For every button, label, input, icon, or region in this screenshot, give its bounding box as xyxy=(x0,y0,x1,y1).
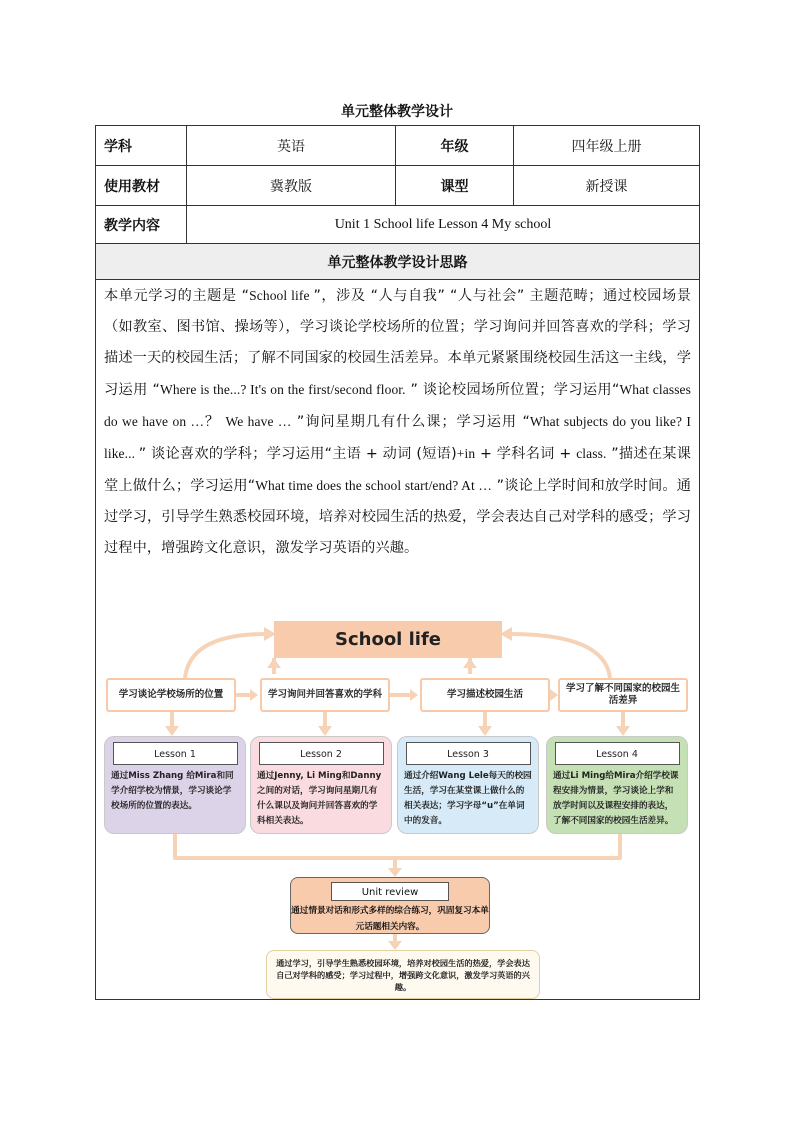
arrow-goal-lesson-2-head xyxy=(318,726,332,736)
paragraph-segment: School life xyxy=(249,288,314,303)
unit-review-box xyxy=(290,877,490,934)
lesson-3-description: 通过介绍Wang Lele每天的校园生活，学习在某堂课上做什么的相关表达；学习字母“u”在单词中的发音。 xyxy=(404,771,532,826)
arrow-theme-goal-1 xyxy=(185,634,266,678)
lesson-type-value: 新授课 xyxy=(514,166,700,206)
arrow-goal-lesson-1-head xyxy=(165,726,179,736)
arrow-theme-goal-2-head xyxy=(267,658,281,668)
arrow-theme-goal-4 xyxy=(510,634,610,678)
summary-box: 通过学习，引导学生熟悉校园环境，培养对校园生活的热爱，学会表达自己对学科的感受；学习过程中，增强跨文化意识，激发学习英语的兴趣。 xyxy=(266,950,540,999)
paragraph-segment: ？ xyxy=(204,414,226,430)
paragraph-segment: ”谈论上学时间和放学时间。通过学习，引导学生熟悉校园环境，培养对校园生活的热爱，学会表达自己对学科的感受；学习过程中，增强跨文化意识，激发学习英语的兴趣。 xyxy=(104,478,691,556)
lesson-1-title: Lesson 1 xyxy=(113,742,238,765)
paragraph-segment: ”，涉及 “人与自我” “人与社会” 主题范畴；通过校园场景（如教室、图书馆、操场等），学习谈论学校场所的位置；学习询问并回答喜欢的学科；学习描述一天的校园生活；了解不同国家的校园生活差异。本单元紧紧围绕校园生活这一主线，学习运用 “ xyxy=(104,288,691,398)
lesson-4-title: Lesson 4 xyxy=(555,742,680,765)
section-title: 单元整体教学设计思路 xyxy=(96,244,700,280)
content-value: Unit 1 School life Lesson 4 My school xyxy=(187,206,700,244)
paragraph-segment: ”询问星期几有什么课；学习运用 “ xyxy=(291,414,530,430)
goal-box-1: 学习谈论学校场所的位置 xyxy=(106,678,236,712)
subject-label: 学科 xyxy=(96,126,187,166)
paragraph-segment: What subjects do you like? I like... xyxy=(104,414,691,461)
arrow-review-summary-head xyxy=(388,941,402,950)
paragraph-segment: class. xyxy=(576,446,607,461)
design-paragraph xyxy=(104,280,691,564)
bracket-lessons xyxy=(175,834,620,858)
grade-label: 年级 xyxy=(396,126,514,166)
lesson-card-4 xyxy=(546,736,688,834)
lesson-card-2 xyxy=(250,736,392,834)
unit-structure-diagram xyxy=(100,612,696,1012)
paragraph-segment: + 学科名词 + xyxy=(475,446,577,462)
paragraph-segment: +in xyxy=(456,446,476,461)
paragraph-segment: Where is the...? It's on the first/second floor. xyxy=(159,382,406,397)
lesson-card-1 xyxy=(104,736,246,834)
arrow-theme-goal-3-head xyxy=(463,658,477,668)
paragraph-segment: We have … xyxy=(225,414,292,429)
lesson-2-description: 通过Jenny, Li Ming和Danny之间的对话，学习询问星期几有什么课以及询问并回答喜欢的学科相关表达。 xyxy=(257,771,382,826)
paragraph-segment: What time does the school start/end? At … xyxy=(255,478,492,493)
lesson-4-description: 通过Li Ming给Mira介绍学校课程安排为情景，学习谈论上学和放学时间以及课程安排的表达，了解不同国家的校园生活差异。 xyxy=(553,771,679,826)
arrow-goal-lesson-3-head xyxy=(478,726,492,736)
goal-box-2: 学习询问并回答喜欢的学科 xyxy=(260,678,390,712)
paragraph-segment: 本单元学习的主题是 “ xyxy=(104,288,250,304)
textbook-value: 冀教版 xyxy=(187,166,396,206)
paragraph-segment: What classes do we have on … xyxy=(104,382,691,429)
arrow-goal-1-2-head xyxy=(250,689,258,701)
theme-box: School life xyxy=(274,621,502,658)
arrow-bracket-review-head xyxy=(388,868,402,877)
paragraph-segment: ” 谈论校园场所位置；学习运用“ xyxy=(405,382,620,398)
lesson-1-description: 通过Miss Zhang 给Mira和同学介绍学校为情景，学习谈论学校场所的位置的表达。 xyxy=(111,771,234,811)
arrow-goal-lesson-4-head xyxy=(616,726,630,736)
arrow-goal-3-4-head xyxy=(550,689,558,701)
subject-value: 英语 xyxy=(187,126,396,166)
content-label: 教学内容 xyxy=(96,206,187,244)
unit-review-description: 通过情景对话和形式多样的综合练习，巩固复习本单元话题相关内容。 xyxy=(291,906,489,932)
textbook-label: 使用教材 xyxy=(96,166,187,206)
goal-box-3: 学习描述校园生活 xyxy=(420,678,550,712)
arrow-goal-2-3-head xyxy=(410,689,418,701)
lesson-3-title: Lesson 3 xyxy=(406,742,531,765)
unit-review-title: Unit review xyxy=(331,882,449,901)
paragraph-segment: ” 谈论喜欢的学科；学习运用“主语 + 动词 (短语) xyxy=(138,446,457,462)
lesson-card-3 xyxy=(397,736,539,834)
lesson-2-title: Lesson 2 xyxy=(259,742,384,765)
paragraph-segment: ”描述在某课堂上做什么；学习运用“ xyxy=(104,446,692,494)
lesson-type-label: 课型 xyxy=(396,166,514,206)
document-title: 单元整体教学设计 xyxy=(341,104,453,120)
goal-box-4: 学习了解不同国家的校园生活差异 xyxy=(558,678,688,712)
grade-value: 四年级上册 xyxy=(514,126,700,166)
